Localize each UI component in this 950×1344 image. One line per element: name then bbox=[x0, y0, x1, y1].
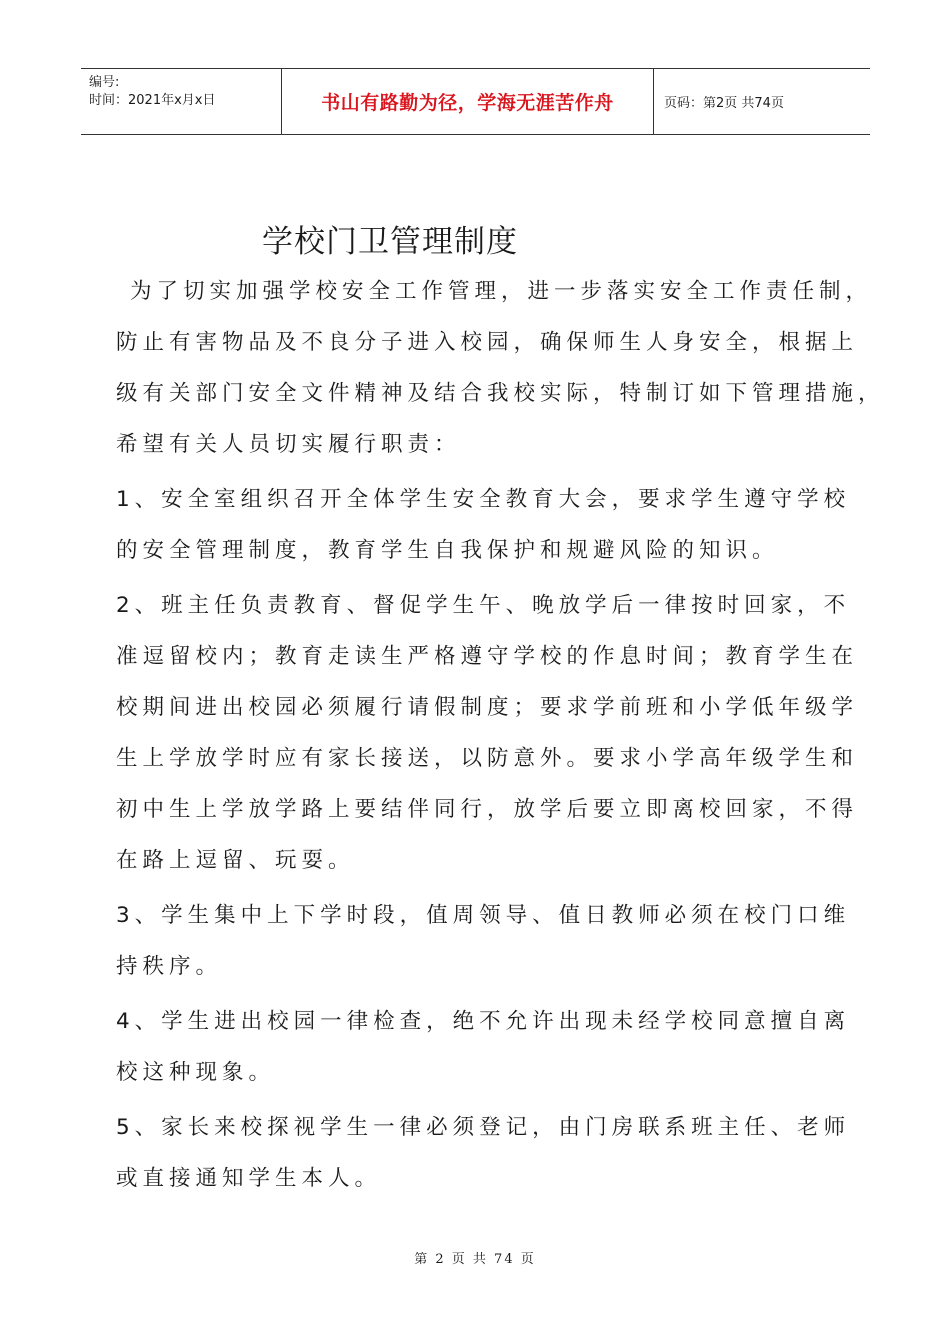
header-page-info: 页码：第2页 共74页 bbox=[664, 96, 784, 111]
paragraph-item-1 bbox=[116, 474, 851, 576]
paragraph-item-5 bbox=[116, 1102, 851, 1204]
document-title: 学校门卫管理制度 bbox=[262, 224, 518, 260]
paragraph-intro bbox=[116, 266, 885, 470]
text-line: 级有关部门安全文件精神及结合我校实际，特制订如下管理措施， bbox=[116, 381, 885, 406]
text-line: 5、家长来校探视学生一律必须登记，由门房联系班主任、老师 bbox=[116, 1115, 851, 1140]
paragraph-item-4 bbox=[116, 996, 851, 1098]
text-line: 或直接通知学生本人。 bbox=[116, 1166, 382, 1191]
header-motto: 书山有路勤为径，学海无涯苦作舟 bbox=[282, 69, 654, 134]
text-line: 的安全管理制度，教育学生自我保护和规避风险的知识。 bbox=[116, 538, 779, 563]
text-line: 持秩序。 bbox=[116, 954, 223, 979]
number-label: 编号: bbox=[89, 75, 120, 90]
paragraph-item-2 bbox=[116, 580, 859, 886]
text-line: 校期间进出校园必须履行请假制度；要求学前班和小学低年级学 bbox=[116, 695, 859, 720]
text-line: 1、安全室组织召开全体学生安全教育大会，要求学生遵守学校 bbox=[116, 487, 851, 512]
time-label: 时间：2021年x月x日 bbox=[89, 93, 216, 108]
text-line: 4、学生进出校园一律检查，绝不允许出现未经学校同意擅自离 bbox=[116, 1009, 851, 1034]
page-footer: 第 2 页 共 74 页 bbox=[414, 1252, 536, 1267]
paragraph-item-3 bbox=[116, 890, 851, 992]
page-header bbox=[81, 68, 870, 135]
text-line: 防止有害物品及不良分子进入校园，确保师生人身安全，根据上 bbox=[116, 330, 859, 355]
text-line: 2、班主任负责教育、督促学生午、晚放学后一律按时回家，不 bbox=[116, 593, 851, 618]
text-line: 希望有关人员切实履行职责： bbox=[116, 432, 461, 457]
text-line: 为了切实加强学校安全工作管理，进一步落实安全工作责任制， bbox=[130, 279, 873, 304]
text-line: 生上学放学时应有家长接送，以防意外。要求小学高年级学生和 bbox=[116, 746, 859, 771]
text-line: 在路上逗留、玩耍。 bbox=[116, 848, 355, 873]
text-line: 校这种现象。 bbox=[116, 1060, 276, 1085]
text-line: 3、学生集中上下学时段，值周领导、值日教师必须在校门口维 bbox=[116, 903, 851, 928]
text-line: 初中生上学放学路上要结伴同行，放学后要立即离校回家，不得 bbox=[116, 797, 859, 822]
header-meta bbox=[81, 69, 282, 134]
text-line: 准逗留校内；教育走读生严格遵守学校的作息时间；教育学生在 bbox=[116, 644, 859, 669]
document-body bbox=[116, 266, 885, 1204]
